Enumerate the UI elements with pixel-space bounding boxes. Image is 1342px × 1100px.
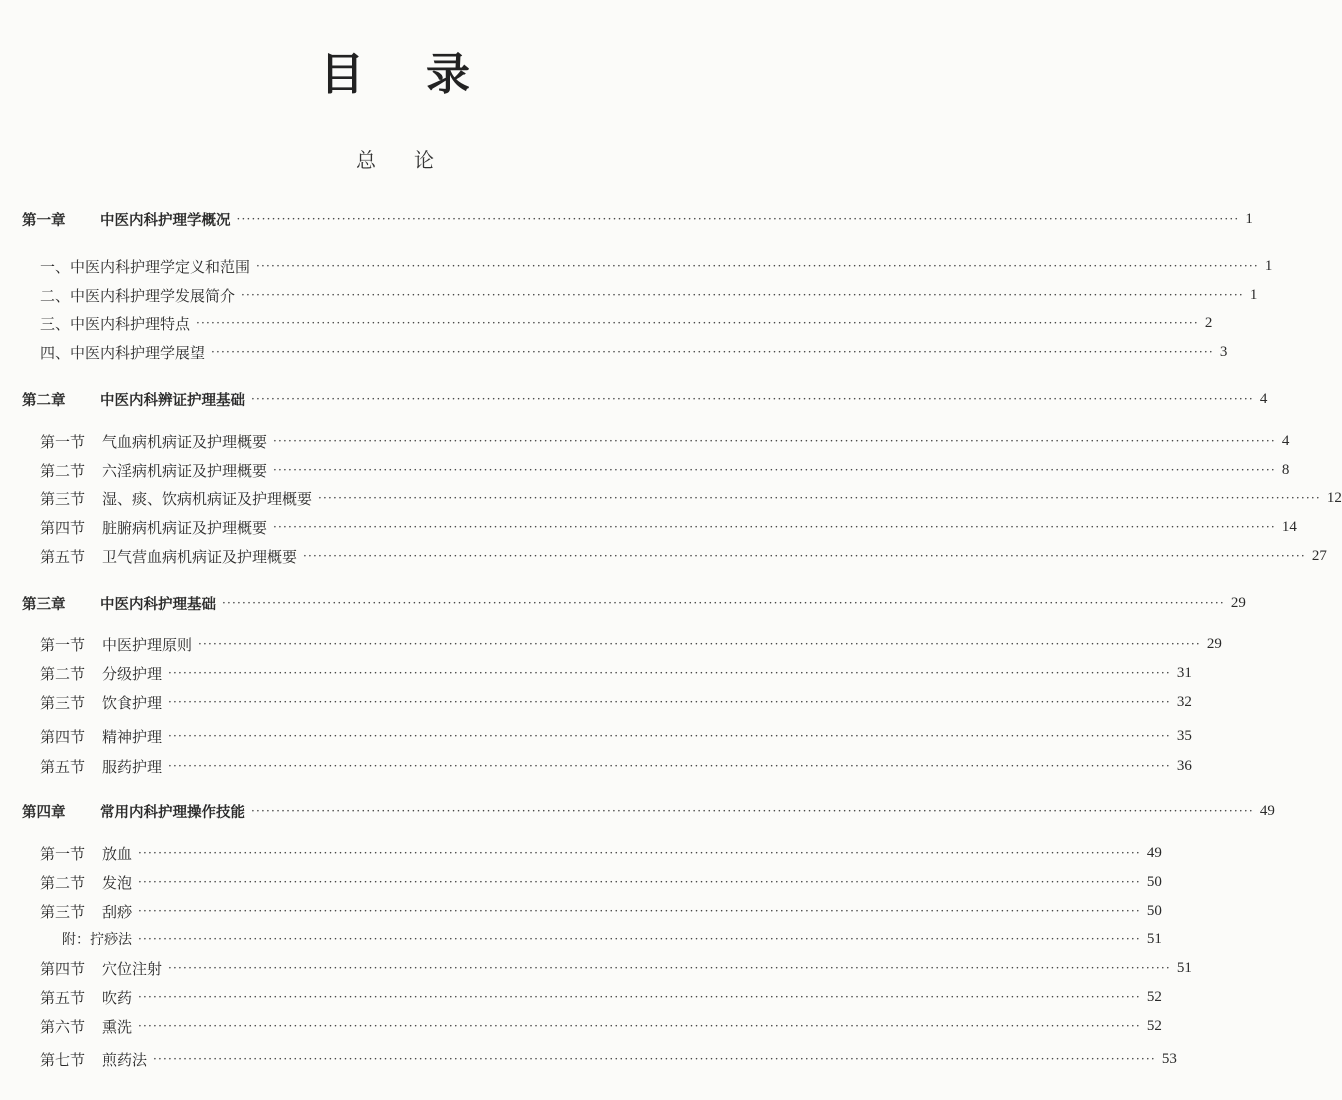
entry-label [0, 488, 312, 509]
dot-leader: ········································································································································································································ [236, 212, 1240, 226]
page-number: 1 [1245, 210, 1253, 227]
entry-number: 第三节 [40, 489, 86, 508]
entry-title: 四、中医内科护理学展望 [40, 343, 206, 362]
toc-entry-item[interactable] [0, 312, 1213, 334]
dot-leader: ········································································································································································································ [198, 637, 1201, 651]
entry-title: 气血病机病证及护理概要 [102, 432, 268, 451]
page-number: 31 [1176, 664, 1192, 681]
toc-entry-section[interactable] [0, 1015, 1162, 1037]
page-number: 1 [1264, 257, 1273, 274]
entry-number: 第七节 [40, 1050, 86, 1069]
entry-number: 第五节 [40, 757, 86, 776]
dot-leader: ········································································································································································································ [168, 759, 1171, 773]
entry-number: 第五节 [40, 547, 86, 566]
toc-entry-appendix[interactable] [0, 928, 1162, 950]
entry-number: 第四节 [40, 727, 86, 746]
part-heading: 总论 [356, 148, 472, 172]
dot-leader: ········································································································································································································ [211, 345, 1214, 359]
entry-title: 熏洗 [102, 1017, 133, 1036]
entry-number: 第二章 [22, 392, 66, 409]
entry-title: 分级护理 [102, 664, 163, 683]
toc-entry-section[interactable] [0, 1048, 1177, 1070]
entry-label [0, 1049, 147, 1070]
entry-label [0, 285, 235, 306]
page-number: 14 [1281, 518, 1297, 535]
entry-label [0, 431, 267, 452]
entry-number: 第三节 [40, 902, 86, 921]
dot-leader: ········································································································································································································ [251, 804, 1254, 818]
page-number: 35 [1176, 727, 1192, 744]
page-number: 27 [1311, 547, 1327, 564]
toc-entry-item[interactable] [0, 341, 1228, 363]
entry-number: 第一章 [22, 212, 66, 229]
entry-title: 常用内科护理操作技能 [100, 804, 245, 821]
entry-title: 精神护理 [102, 727, 163, 746]
entry-number: 第一节 [40, 844, 86, 863]
dot-leader: ········································································································································································································ [138, 875, 1141, 889]
entry-number: 第四章 [22, 804, 66, 821]
entry-title: 卫气营血病机病证及护理概要 [102, 547, 298, 566]
entry-title: 穴位注射 [102, 959, 163, 978]
dot-leader: ········································································································································································································ [138, 932, 1141, 946]
dot-leader: ········································································································································································································ [168, 695, 1171, 709]
page-number: 51 [1176, 959, 1192, 976]
dot-leader: ········································································································································································································ [168, 666, 1171, 680]
dot-leader: ········································································································································································································ [251, 392, 1254, 406]
entry-number: 第一节 [40, 432, 86, 451]
entry-label [0, 1016, 132, 1037]
toc-entry-item[interactable] [0, 255, 1273, 277]
entry-label [0, 756, 162, 777]
dot-leader: ········································································································································································································ [138, 846, 1141, 860]
page-number: 3 [1219, 343, 1228, 360]
page-number: 29 [1206, 635, 1222, 652]
entry-number: 第六节 [40, 1017, 86, 1036]
toc-entry-section[interactable] [0, 755, 1192, 777]
entry-title: 六淫病机病证及护理概要 [102, 461, 268, 480]
toc-entry-item[interactable] [0, 284, 1258, 306]
page-number: 49 [1146, 844, 1162, 861]
toc-entry-section[interactable] [0, 842, 1162, 864]
page-number: 49 [1259, 802, 1275, 819]
page-number: 36 [1176, 757, 1192, 774]
page-number: 12 [1326, 489, 1342, 506]
page-number: 50 [1146, 902, 1162, 919]
entry-number: 第四节 [40, 518, 86, 537]
entry-label [0, 843, 132, 864]
page-number: 53 [1161, 1050, 1177, 1067]
toc-entry-section[interactable] [0, 662, 1192, 684]
dot-leader: ········································································································································································································ [168, 961, 1171, 975]
toc-entry-section[interactable] [0, 725, 1192, 747]
page-number: 1 [1249, 286, 1258, 303]
page-number: 2 [1204, 314, 1213, 331]
entry-label [0, 256, 250, 277]
entry-number: 第二节 [40, 873, 86, 892]
entry-title: 中医护理原则 [102, 635, 193, 654]
dot-leader: ········································································································································································································ [256, 259, 1259, 273]
entry-title: 附：拧痧法 [62, 932, 132, 948]
dot-leader: ········································································································································································································ [318, 491, 1321, 505]
entry-number: 第五节 [40, 988, 86, 1007]
entry-title: 吹药 [102, 988, 133, 1007]
page-number: 4 [1281, 432, 1290, 449]
toc-entry-chapter[interactable] [0, 388, 1268, 410]
entry-label [0, 389, 245, 410]
entry-label [0, 929, 132, 949]
toc-entry-section[interactable] [0, 487, 1342, 509]
dot-leader: ········································································································································································································ [273, 520, 1276, 534]
entry-label [0, 342, 205, 363]
dot-leader: ········································································································································································································ [138, 904, 1141, 918]
entry-number: 第三节 [40, 693, 86, 712]
entry-label [0, 801, 245, 822]
entry-label [0, 692, 162, 713]
dot-leader: ········································································································································································································ [138, 990, 1141, 1004]
dot-leader: ········································································································································································································ [241, 288, 1244, 302]
toc-entry-section[interactable] [0, 459, 1290, 481]
dot-leader: ········································································································································································································ [196, 316, 1199, 330]
dot-leader: ········································································································································································································ [273, 463, 1276, 477]
toc-entry-chapter[interactable] [0, 208, 1253, 230]
toc-entry-chapter[interactable] [0, 800, 1275, 822]
entry-label [0, 313, 190, 334]
entry-title: 二、中医内科护理学发展简介 [40, 286, 236, 305]
entry-title: 发泡 [102, 873, 133, 892]
toc-entry-section[interactable] [0, 545, 1327, 567]
toc-entry-section[interactable] [0, 871, 1162, 893]
page-number: 8 [1281, 461, 1290, 478]
page-number: 52 [1146, 1017, 1162, 1034]
dot-leader: ········································································································································································································ [153, 1052, 1156, 1066]
entry-title: 煎药法 [102, 1050, 148, 1069]
entry-number: 第三章 [22, 596, 66, 613]
toc-entry-section[interactable] [0, 430, 1290, 452]
page-number: 51 [1146, 930, 1162, 947]
page-number: 50 [1146, 873, 1162, 890]
entry-label [0, 517, 267, 538]
dot-leader: ········································································································································································································ [303, 549, 1306, 563]
page-number: 32 [1176, 693, 1192, 710]
entry-label [0, 209, 231, 230]
entry-label [0, 460, 267, 481]
entry-number: 第二节 [40, 461, 86, 480]
entry-title: 服药护理 [102, 757, 163, 776]
entry-title: 一、中医内科护理学定义和范围 [40, 257, 251, 276]
entry-label [0, 663, 162, 684]
entry-title: 脏腑病机病证及护理概要 [102, 518, 268, 537]
toc-entry-section[interactable] [0, 633, 1222, 655]
toc-entry-section[interactable] [0, 957, 1192, 979]
entry-number: 第二节 [40, 664, 86, 683]
entry-label [0, 634, 192, 655]
entry-title: 饮食护理 [102, 693, 163, 712]
entry-title: 中医内科辨证护理基础 [100, 392, 245, 409]
toc-entry-section[interactable] [0, 900, 1162, 922]
dot-leader: ········································································································································································································ [273, 434, 1276, 448]
entry-title: 刮痧 [102, 902, 133, 921]
entry-label [0, 987, 132, 1008]
dot-leader: ········································································································································································································ [168, 729, 1171, 743]
page-title: 目录 [320, 49, 532, 100]
toc-entry-section[interactable] [0, 691, 1192, 713]
entry-label [0, 546, 297, 567]
entry-number: 第四节 [40, 959, 86, 978]
entry-number: 第一节 [40, 635, 86, 654]
entry-label [0, 901, 132, 922]
entry-title: 三、中医内科护理特点 [40, 314, 191, 333]
entry-label [0, 593, 216, 614]
toc-entry-section[interactable] [0, 516, 1297, 538]
toc-entry-section[interactable] [0, 986, 1162, 1008]
page-number: 4 [1259, 390, 1268, 407]
entry-label [0, 958, 162, 979]
entry-title: 中医内科护理学概况 [100, 212, 231, 229]
toc-entry-chapter[interactable] [0, 592, 1246, 614]
page-number: 52 [1146, 988, 1162, 1005]
dot-leader: ········································································································································································································ [222, 596, 1225, 610]
entry-title: 放血 [102, 844, 133, 863]
page-number: 29 [1230, 594, 1246, 611]
entry-label [0, 726, 162, 747]
entry-title: 湿、痰、饮病机病证及护理概要 [102, 489, 313, 508]
dot-leader: ········································································································································································································ [138, 1019, 1141, 1033]
entry-label [0, 872, 132, 893]
entry-title: 中医内科护理基础 [100, 596, 216, 613]
